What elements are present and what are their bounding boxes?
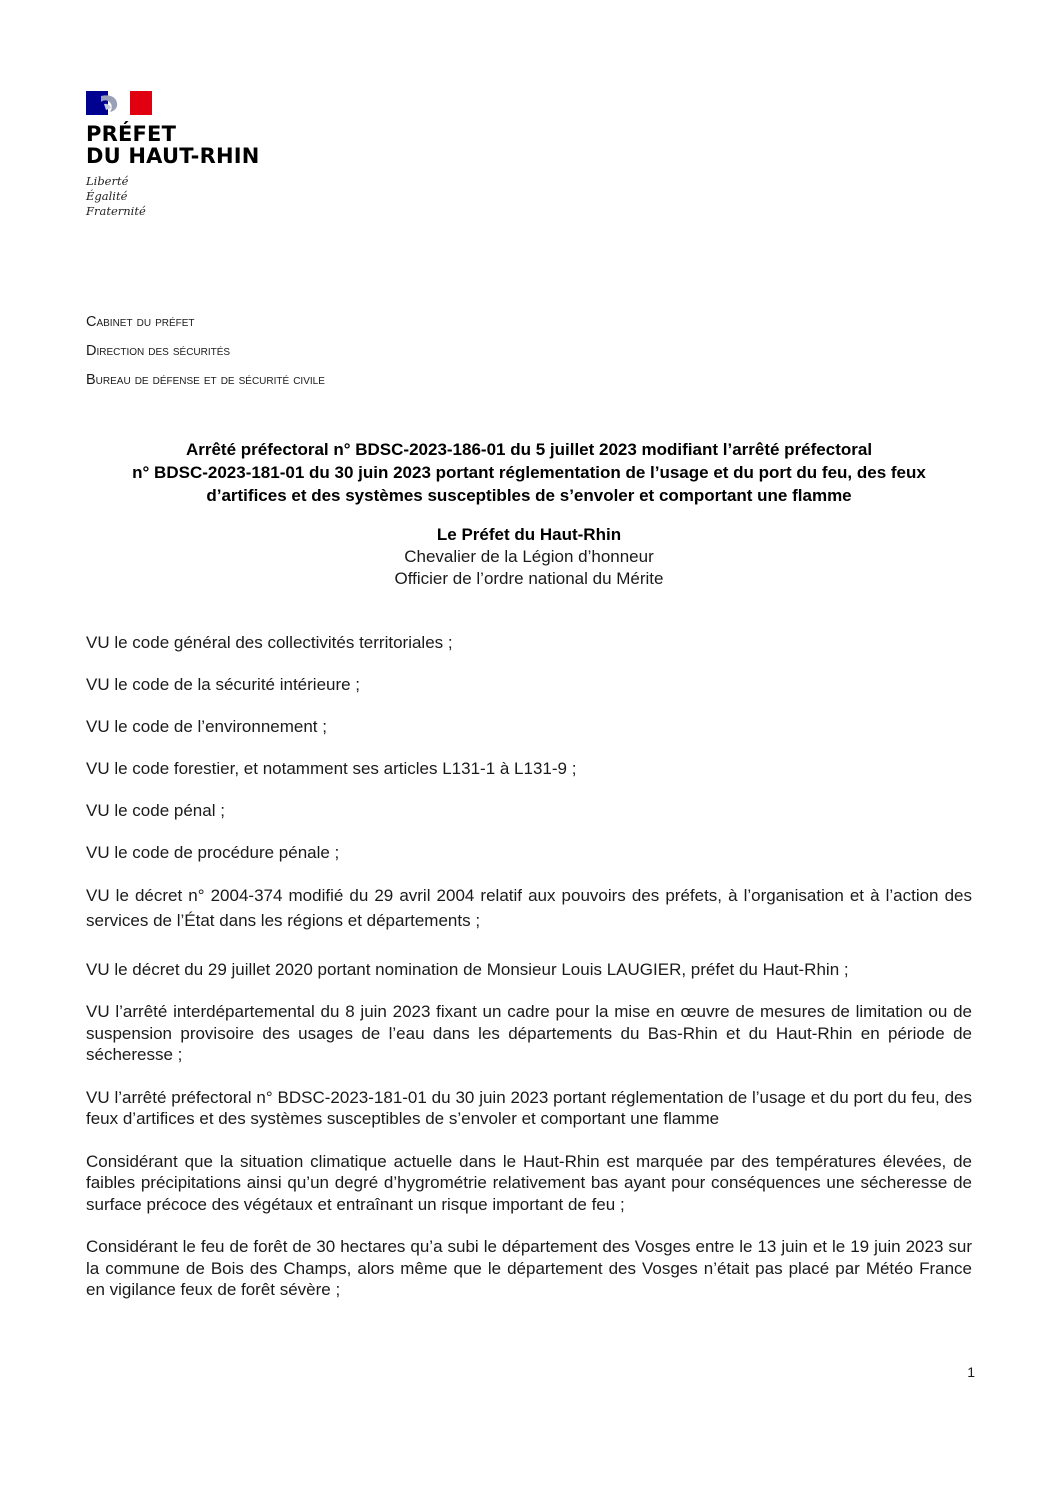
- marianne-flag-icon: [86, 91, 152, 115]
- prefect-block: [86, 524, 972, 590]
- prefect-name: Le Préfet du Haut-Rhin: [436, 525, 622, 544]
- considerant-situation-climatique: Considérant que la situation climatique actuelle dans le Haut-Rhin est marquée par des températures élevées, de faibles précipitations ainsi qu’un degré d’hygrométrie relativement bas ayant pour conséquences une sécheresse de surface précoce des végétaux et entraînant un risque important de feu ;: [86, 1151, 972, 1214]
- title-line-1: Arrêté préfectoral n° BDSC-2023-186-01 du 5 juillet 2023 modifiant l’arrêté préfectoral: [185, 440, 873, 459]
- motto-egalite: Égalité: [86, 189, 128, 203]
- considerant-vu-decret-2004: VU le décret n° 2004-374 modifié du 29 avril 2004 relatif aux pouvoirs des préfets, à l’organisation et à l’action des services de l’État dans les régions et départements ;: [86, 886, 972, 930]
- considerant-vu-csi: VU le code de la sécurité intérieure ;: [86, 675, 361, 694]
- considerant-vu-arrete-interdepartemental: VU l’arrêté interdépartemental du 8 juin 2023 fixant un cadre pour la mise en œuvre de mesures de limitation ou de suspension provisoire des usages de l’eau dans les départements du Bas-Rhin et du Haut-Rhin en période de sécheresse ;: [86, 1002, 972, 1064]
- decree-body: [86, 632, 972, 1301]
- considerant-vu-procedure-penale: VU le code de procédure pénale ;: [86, 843, 340, 862]
- considerant-feu-vosges: Considérant le feu de forêt de 30 hectares qu’a subi le département des Vosges entre le 13 juin et le 19 juin 2023 sur la commune de Bois des Champs, alors même que le département des Vosges n’était pas placé par Météo France en vigilance feux de forêt sévère ;: [86, 1237, 972, 1299]
- service-cabinet: Cabinet du préfet: [86, 314, 195, 330]
- considerant-vu-penal: VU le code pénal ;: [86, 801, 225, 820]
- organization-name: [86, 123, 286, 167]
- organization-line-1: PRÉFET: [86, 122, 177, 146]
- service-direction: Direction des sécurités: [86, 343, 231, 359]
- title-line-2: n° BDSC-2023-181-01 du 30 juin 2023 portant réglementation de l’usage et du port du feu, des feux: [132, 463, 926, 482]
- republic-motto: [86, 174, 286, 219]
- considerant-vu-environnement: VU le code de l’environnement ;: [86, 717, 327, 736]
- organization-line-2: DU HAUT-RHIN: [86, 144, 260, 168]
- prefect-distinction-1: Chevalier de la Légion d’honneur: [404, 547, 654, 566]
- page-number: 1: [967, 1364, 975, 1380]
- motto-fraternite: Fraternité: [86, 204, 146, 218]
- motto-liberte: Liberté: [86, 174, 129, 188]
- considerant-vu-arrete-prefectoral: VU l’arrêté préfectoral n° BDSC-2023-181-01 du 30 juin 2023 portant réglementation de l’usage et du port du feu, des feux d’artifices et des systèmes susceptibles de s’envoler et comportant une flamme: [86, 1087, 972, 1128]
- prefect-distinction-2: Officier de l’ordre national du Mérite: [394, 569, 664, 588]
- decree-title: [86, 438, 972, 507]
- considerant-vu-cgct: VU le code général des collectivités territoriales ;: [86, 633, 453, 652]
- considerant-vu-forestier: VU le code forestier, et notamment ses articles L131-1 à L131-9 ;: [86, 759, 577, 778]
- service-bureau: Bureau de défense et de sécurité civile: [86, 372, 325, 388]
- considerant-vu-decret-nomination: VU le décret du 29 juillet 2020 portant nomination de Monsieur Louis LAUGIER, préfet du Haut-Rhin ;: [86, 960, 849, 979]
- title-line-3: d’artifices et des systèmes susceptibles de s’envoler et comportant une flamme: [206, 486, 852, 505]
- issuing-services: [86, 308, 586, 395]
- prefecture-logo: [86, 91, 286, 219]
